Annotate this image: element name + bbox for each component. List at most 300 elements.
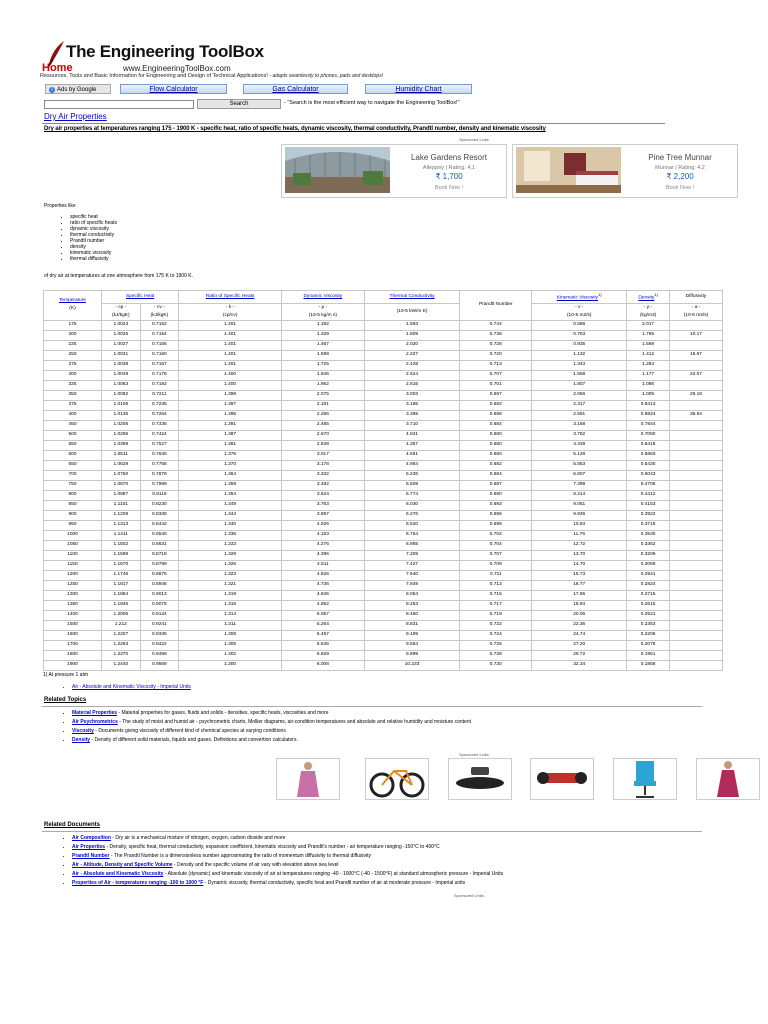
list-item: • Material Properties - Material properties for gases, fluids and solids - densities, specific heats, viscosities and more: [72, 709, 471, 718]
table-cell: 3.003: [364, 390, 460, 400]
table-cell: 0.9241: [140, 620, 179, 630]
viscosity-link[interactable]: Viscosity: [72, 728, 94, 734]
related-topics-list: [62, 709, 471, 745]
table-cell: 1.132: [532, 350, 627, 360]
air-psychrometrics-link[interactable]: Air Psychrometrics: [72, 719, 118, 725]
table-cell: 4.661: [364, 450, 460, 460]
site-tagline: Resources, Tools and Basic Information for Engineering and Design of Technical Applications! - adapts seamlessly to phones, pads and desktops!: [40, 73, 384, 79]
table-cell: 1150: [44, 560, 102, 570]
table-cell: 1.344: [179, 510, 282, 520]
table-cell: 1.1209: [102, 510, 141, 520]
table-row: [44, 640, 723, 650]
table-cell: 1.0206: [102, 420, 141, 430]
table-cell: 4.952: [282, 600, 365, 610]
table-cell: 0.692: [460, 400, 532, 410]
table-cell: 17.85: [532, 590, 627, 600]
header-density[interactable]: Density$^{1)}$: [627, 291, 670, 304]
table-cell: 0.4412: [627, 490, 670, 500]
table-cell: 1.364: [179, 470, 282, 480]
table-cell: 4.276: [282, 540, 365, 550]
table-row: [44, 630, 723, 640]
table-cell: 1.0031: [102, 350, 141, 360]
table-cell: 5.057: [282, 610, 365, 620]
table-cell: 0.696: [460, 510, 532, 520]
table-cell: 1.086: [627, 380, 670, 390]
table-cell: [669, 650, 722, 660]
table-cell: 4.736: [282, 580, 365, 590]
table-cell: 900: [44, 510, 102, 520]
table-cell: 450: [44, 420, 102, 430]
list-item: • Air - Altitude, Density and Specific Volume - Density and the specific volume of air vary with elevation above sea level: [72, 861, 503, 870]
table-cell: 0.935: [532, 340, 627, 350]
table-cell: 1.311: [179, 620, 282, 630]
table-cell: 4.153: [282, 530, 365, 540]
ad-product-speaker[interactable]: [448, 758, 512, 800]
table-cell: 0.7235: [140, 400, 179, 410]
table-cell: 0.7264: [140, 410, 179, 420]
table-row: [44, 600, 723, 610]
table-cell: 0.701: [460, 380, 532, 390]
table-cell: 0.8875: [140, 570, 179, 580]
imperial-viscosity-link[interactable]: Air - Absolute and Kinematic Viscosity - Imperial Units: [72, 684, 191, 690]
table-cell: 5.128: [532, 450, 627, 460]
table-row: [44, 370, 723, 380]
table-cell: [669, 450, 722, 460]
table-cell: 1300: [44, 590, 102, 600]
table-cell: 1100: [44, 550, 102, 560]
table-cell: 0.1858: [627, 660, 670, 670]
table-cell: 1.182: [282, 320, 365, 330]
table-cell: [669, 430, 722, 440]
list-item: • Air Properties - Density, specific heat, thermal conductivity, expansion coefficient, kinematic viscosity and Prandtl's number - air temperature ranging -150°C to 400°C: [72, 843, 503, 852]
table-cell: 3.624: [282, 490, 365, 500]
title-divider: [42, 123, 665, 124]
table-cell: 400: [44, 410, 102, 420]
table-cell: 2.020: [364, 340, 460, 350]
table-cell: 225: [44, 340, 102, 350]
table-cell: 1.1884: [102, 590, 141, 600]
table-cell: 0.3716: [627, 520, 670, 530]
table-cell: 0.7424: [140, 430, 179, 440]
table-cell: 3.168: [532, 420, 627, 430]
table-cell: 1.212: [102, 620, 141, 630]
table-cell: 1.314: [179, 610, 282, 620]
book-now-link[interactable]: Book Now !: [665, 185, 695, 191]
table-cell: 0.1961: [627, 650, 670, 660]
table-cell: 13.70: [532, 550, 627, 560]
table-cell: 1.2370: [102, 650, 141, 660]
table-cell: 1.412: [627, 350, 670, 360]
table-cell: 10.17: [669, 330, 722, 340]
table-cell: 1.0025: [102, 330, 141, 340]
list-item: • Properties of Air - temperatures ranging -100 to 1000 °F - Dynamic viscosity, thermal conductivity, specific heat and Prandtl number of air at moderate pressure - Imperial units: [72, 879, 503, 888]
page-title[interactable]: Dry Air Properties: [44, 112, 107, 121]
search-input[interactable]: [44, 100, 194, 109]
table-row: [44, 330, 723, 340]
table-cell: 2.591: [532, 410, 627, 420]
resort-photo: [285, 147, 390, 193]
table-cell: 0.680: [460, 440, 532, 450]
table-cell: 9.199: [364, 630, 460, 640]
table-cell: 4.846: [282, 590, 365, 600]
table-cell: 4.626: [282, 570, 365, 580]
dry-air-properties-table: [43, 290, 723, 671]
table-cell: 0.7335: [140, 420, 179, 430]
properties-like-text: Properties like: [44, 203, 76, 209]
table-cell: 6.985: [364, 540, 460, 550]
table-cell: 4.511: [282, 560, 365, 570]
table-cell: 1.1502: [102, 540, 141, 550]
table-cell: 0.9413: [627, 400, 670, 410]
nav-bar: [40, 84, 705, 96]
table-cell: 1.1589: [102, 550, 141, 560]
table-cell: 6.008: [282, 660, 365, 670]
table-row: [44, 470, 723, 480]
table-cell: 0.8631: [140, 540, 179, 550]
table-cell: 3.186: [364, 400, 460, 410]
list-item: [72, 683, 191, 692]
table-cell: 275: [44, 360, 102, 370]
ad-product-hoverboard[interactable]: [530, 758, 594, 800]
search-row: [40, 99, 640, 111]
table-cell: [669, 640, 722, 650]
related-documents-list: [62, 834, 503, 888]
table-cell: [669, 520, 722, 530]
table-cell: 0.8799: [140, 560, 179, 570]
table-cell: 3.017: [282, 450, 365, 460]
table-cell: [669, 610, 722, 620]
table-cell: 2.849: [282, 440, 365, 450]
table-cell: 9.061: [532, 500, 627, 510]
table-cell: 6.607: [532, 470, 627, 480]
table-cell: 0.736: [460, 330, 532, 340]
table-cell: 0.7758: [140, 460, 179, 470]
table-cell: 1.0629: [102, 460, 141, 470]
table-cell: 1.0750: [102, 470, 141, 480]
density-link[interactable]: Density: [72, 737, 91, 743]
material-properties-link[interactable]: Material Properties: [72, 710, 118, 716]
table-cell: 8.054: [364, 590, 460, 600]
table-cell: 1.2005: [102, 610, 141, 620]
table-cell: [669, 550, 722, 560]
table-cell: 1.329: [179, 550, 282, 560]
table-cell: 7.427: [364, 560, 460, 570]
table-cell: 1.333: [179, 540, 282, 550]
table-cell: 1.962: [282, 380, 365, 390]
table-cell: 9.936: [532, 510, 627, 520]
ad-card-pine-tree[interactable]: [512, 144, 738, 198]
table-cell: 1.2207: [102, 630, 141, 640]
header-cp: - cp - (kJ/kgK): [102, 303, 141, 320]
table-cell: 0.693: [460, 500, 532, 510]
table-cell: 20.06: [532, 610, 627, 620]
sponsored-label: Sponsored Links: [454, 893, 484, 898]
table-cell: 32.34: [532, 660, 627, 670]
table-cell: 14.70: [532, 560, 627, 570]
table-row: [44, 360, 723, 370]
table-cell: 0.2353: [627, 620, 670, 630]
page-intro: Dry air properties at temperatures ranging 175 - 1900 K - specific heat, ratio of specific heats, dynamic viscosity, thermal conductivity, Prandtl number, density and kinematic viscosity: [44, 126, 546, 132]
table-cell: 1800: [44, 650, 102, 660]
table-cell: 1.809: [364, 330, 460, 340]
table-cell: 2.485: [282, 420, 365, 430]
of-dry-air-text: of dry air at temperatures at one atmosphere from 175 K to 1900 K.: [44, 273, 193, 279]
table-cell: 1.0398: [102, 440, 141, 450]
table-cell: 2.017: [627, 320, 670, 330]
table-cell: 0.744: [460, 320, 532, 330]
table-cell: 1.846: [282, 370, 365, 380]
table-cell: 1.316: [179, 600, 282, 610]
table-cell: 0.8116: [140, 490, 179, 500]
table-cell: 4.357: [364, 440, 460, 450]
table-cell: 375: [44, 400, 102, 410]
table-cell: 0.5883: [627, 450, 670, 460]
table-cell: [669, 360, 722, 370]
header-dynamic-viscosity[interactable]: Dynamic Viscosity: [282, 291, 365, 304]
table-cell: 1.0082: [102, 390, 141, 400]
table-cell: 0.9013: [140, 590, 179, 600]
header-rho: - ρ - (kg/m3): [627, 303, 670, 320]
table-cell: 0.8946: [140, 580, 179, 590]
table-cell: 7.640: [364, 570, 460, 580]
table-cell: 550: [44, 440, 102, 450]
table-cell: 1.1411: [102, 530, 141, 540]
table-cell: 1.0063: [102, 380, 141, 390]
home-link[interactable]: Home: [42, 62, 73, 74]
table-cell: 36.94: [669, 410, 722, 420]
air-viscosity-link[interactable]: Air - Absolute and Kinematic Viscosity: [72, 871, 164, 877]
table-cell: 1.0049: [102, 370, 141, 380]
table-cell: 1.807: [532, 380, 627, 390]
table-cell: 5.509: [364, 480, 460, 490]
table-row: [44, 540, 723, 550]
pressure-footnote: 1) At pressure 1 atm: [43, 672, 89, 678]
table-cell: 1.725: [282, 360, 365, 370]
table-cell: 0.3530: [627, 530, 670, 540]
ads-by-google-button[interactable]: i Ads by Google: [45, 84, 111, 94]
table-body: [44, 320, 723, 670]
table-cell: 4.954: [364, 460, 460, 470]
table-cell: 5.774: [364, 490, 460, 500]
table-cell: 0.2206: [627, 630, 670, 640]
table-cell: 1900: [44, 660, 102, 670]
table-cell: [669, 580, 722, 590]
section-divider: [42, 831, 702, 832]
table-cell: 1.340: [179, 520, 282, 530]
table-cell: 1.0987: [102, 490, 141, 500]
table-cell: 0.2715: [627, 590, 670, 600]
ad-product-bicycle[interactable]: [365, 758, 429, 800]
table-cell: 0.707: [460, 370, 532, 380]
properties-of-air-link[interactable]: Properties of Air - temperatures ranging -100 to 1000 °F: [72, 880, 204, 886]
table-cell: 18.94: [532, 600, 627, 610]
list-item: • Air - Absolute and Kinematic Viscosity - Absolute (dynamic) and kinematic viscosity of air at temperatures ranging -40 - 1000°C (-40 - 1500°F) at standard atmospheric pressure - Imperial Units: [72, 870, 503, 879]
table-cell: 1.349: [179, 500, 282, 510]
table-cell: 5.853: [532, 460, 627, 470]
book-now-link[interactable]: Book Now !: [434, 185, 464, 191]
table-cell: 15.73: [532, 570, 627, 580]
list-item: • density: [70, 244, 117, 250]
table-cell: 29.18: [669, 390, 722, 400]
header-temperature[interactable]: Temperature (K): [44, 291, 102, 321]
table-cell: 22.36: [532, 620, 627, 630]
air-properties-link[interactable]: Air Properties: [72, 844, 106, 850]
table-cell: 325: [44, 380, 102, 390]
table-cell: [669, 630, 722, 640]
table-cell: 2.670: [282, 430, 365, 440]
table-cell: 0.2941: [627, 570, 670, 580]
table-cell: 1.336: [179, 530, 282, 540]
table-cell: 1.387: [179, 430, 282, 440]
table-cell: 0.728: [460, 340, 532, 350]
table-cell: 1.400: [179, 370, 282, 380]
table-cell: 0.713: [460, 360, 532, 370]
table-cell: 0.7060: [627, 430, 670, 440]
table-cell: 1.593: [364, 320, 460, 330]
gas-calculator-button[interactable]: Gas Calculator: [243, 84, 348, 94]
table-row: [44, 320, 723, 330]
table-cell: 1.401: [179, 360, 282, 370]
header-specific-heat[interactable]: Specific Heat: [102, 291, 179, 304]
table-cell: 0.697: [460, 390, 532, 400]
table-cell: 1.401: [179, 340, 282, 350]
table-cell: 0.3362: [627, 540, 670, 550]
table-cell: 0.687: [460, 480, 532, 490]
table-cell: 1.284: [627, 360, 670, 370]
table-cell: 1700: [44, 640, 102, 650]
table-row: [44, 610, 723, 620]
flow-calculator-button[interactable]: Flow Calculator: [120, 84, 227, 94]
header-mu: - μ - (10-5 kg/m s): [282, 303, 365, 320]
table-cell: [669, 470, 722, 480]
table-cell: 1250: [44, 580, 102, 590]
table-cell: 4.026: [282, 520, 365, 530]
humidity-chart-button[interactable]: Humidity Chart: [365, 84, 472, 94]
table-cell: 1.300: [179, 660, 282, 670]
table-cell: [669, 620, 722, 630]
table-cell: 250: [44, 350, 102, 360]
header-diffusivity: Diffusivity: [669, 291, 722, 304]
table-cell: 2.227: [364, 350, 460, 360]
section-divider: [42, 706, 702, 707]
site-url: www.EngineeringToolBox.com: [123, 64, 231, 73]
table-cell: 16.77: [532, 580, 627, 590]
table-cell: 3.482: [282, 480, 365, 490]
air-altitude-link[interactable]: Air - Altitude, Density and Specific Volume: [72, 862, 173, 868]
table-cell: 2.075: [282, 390, 365, 400]
table-cell: 0.7879: [140, 470, 179, 480]
table-row: [44, 560, 723, 570]
table-cell: 8.253: [364, 600, 460, 610]
table-cell: [669, 590, 722, 600]
table-cell: 0.680: [460, 450, 532, 460]
table-row: [44, 410, 723, 420]
ad-product-nightwear[interactable]: [696, 758, 760, 800]
table-cell: 0.2824: [627, 580, 670, 590]
table-cell: 0.7152: [140, 320, 179, 330]
table-cell: 1.009: [627, 390, 670, 400]
table-cell: [669, 420, 722, 430]
header-k: - k - (cp/cv): [179, 303, 282, 320]
table-cell: 6.030: [364, 500, 460, 510]
list-item: • Density - Density of different solid materials, liquids and gases. Definitions and convertion calculators.: [72, 736, 471, 745]
header-thermal-conductivity[interactable]: Thermal Conductivity: [364, 291, 460, 304]
table-cell: 350: [44, 390, 102, 400]
prandtl-number-link[interactable]: Prandtl Number: [72, 853, 110, 859]
table-cell: 0.719: [460, 610, 532, 620]
table-cell: 2.317: [532, 400, 627, 410]
table-cell: 0.8338: [140, 510, 179, 520]
list-item: • Viscosity - Documents giving viscosity of different kind of chemical species at varying conditions: [72, 727, 471, 736]
ad-product-chair[interactable]: [613, 758, 677, 800]
table-cell: 8.214: [532, 490, 627, 500]
table-cell: 1.321: [179, 580, 282, 590]
table-cell: 0.688: [460, 410, 532, 420]
table-cell: 0.8230: [140, 500, 179, 510]
table-cell: 6.520: [364, 520, 460, 530]
table-cell: 0.717: [460, 600, 532, 610]
table-cell: 1.343: [532, 360, 627, 370]
table-cell: 1.305: [179, 640, 282, 650]
table-cell: 0.722: [460, 620, 532, 630]
site-title[interactable]: The Engineering ToolBox: [66, 42, 264, 61]
table-cell: 0.3922: [627, 510, 670, 520]
table-cell: 1.0023: [102, 320, 141, 330]
table-cell: 0.728: [460, 650, 532, 660]
table-cell: 0.8540: [140, 530, 179, 540]
table-cell: 9.899: [364, 650, 460, 660]
table-cell: 0.7844: [627, 420, 670, 430]
table-cell: 10.83: [532, 520, 627, 530]
table-cell: 1.401: [179, 330, 282, 340]
table-cell: 1.354: [179, 490, 282, 500]
table-row: [44, 580, 723, 590]
table-cell: 1.2440: [102, 660, 141, 670]
table-cell: 1600: [44, 630, 102, 640]
ad-product-dress[interactable]: [276, 758, 340, 800]
table-cell: 1.0106: [102, 400, 141, 410]
table-cell: [669, 530, 722, 540]
table-cell: 1.319: [179, 590, 282, 600]
ad-name: Lake Gardens Resort: [410, 153, 488, 162]
table-cell: 1.395: [179, 410, 282, 420]
table-cell: 1.0027: [102, 340, 141, 350]
table-cell: 500: [44, 430, 102, 440]
table-cell: 1.1746: [102, 570, 141, 580]
air-composition-link[interactable]: Air Composition: [72, 835, 111, 841]
table-cell: 6.276: [364, 510, 460, 520]
table-cell: 3.782: [532, 430, 627, 440]
table-cell: 7.399: [532, 480, 627, 490]
table-cell: 1.370: [179, 460, 282, 470]
header-nu: - ν - (10-5 m2/s): [532, 303, 627, 320]
table-cell: 0.7156: [140, 340, 179, 350]
table-cell: 0.7999: [140, 480, 179, 490]
table-row: [44, 460, 723, 470]
table-row: [44, 440, 723, 450]
table-row: [44, 650, 723, 660]
ad-location: Alleppey | Rating: 4.1: [422, 165, 476, 171]
table-row: [44, 380, 723, 390]
search-button[interactable]: Search: [197, 99, 281, 109]
header-prandtl: Prandtl Number: [460, 291, 532, 321]
header-kinematic-viscosity[interactable]: Kinematic Viscosity$^{1)}$: [532, 291, 627, 304]
table-cell: 3.710: [364, 420, 460, 430]
table-cell: 1.569: [627, 340, 670, 350]
ad-card-lake-gardens[interactable]: [281, 144, 507, 198]
table-cell: 1.391: [179, 420, 282, 430]
header-ratio[interactable]: Ratio of Specific Heats: [179, 291, 282, 304]
